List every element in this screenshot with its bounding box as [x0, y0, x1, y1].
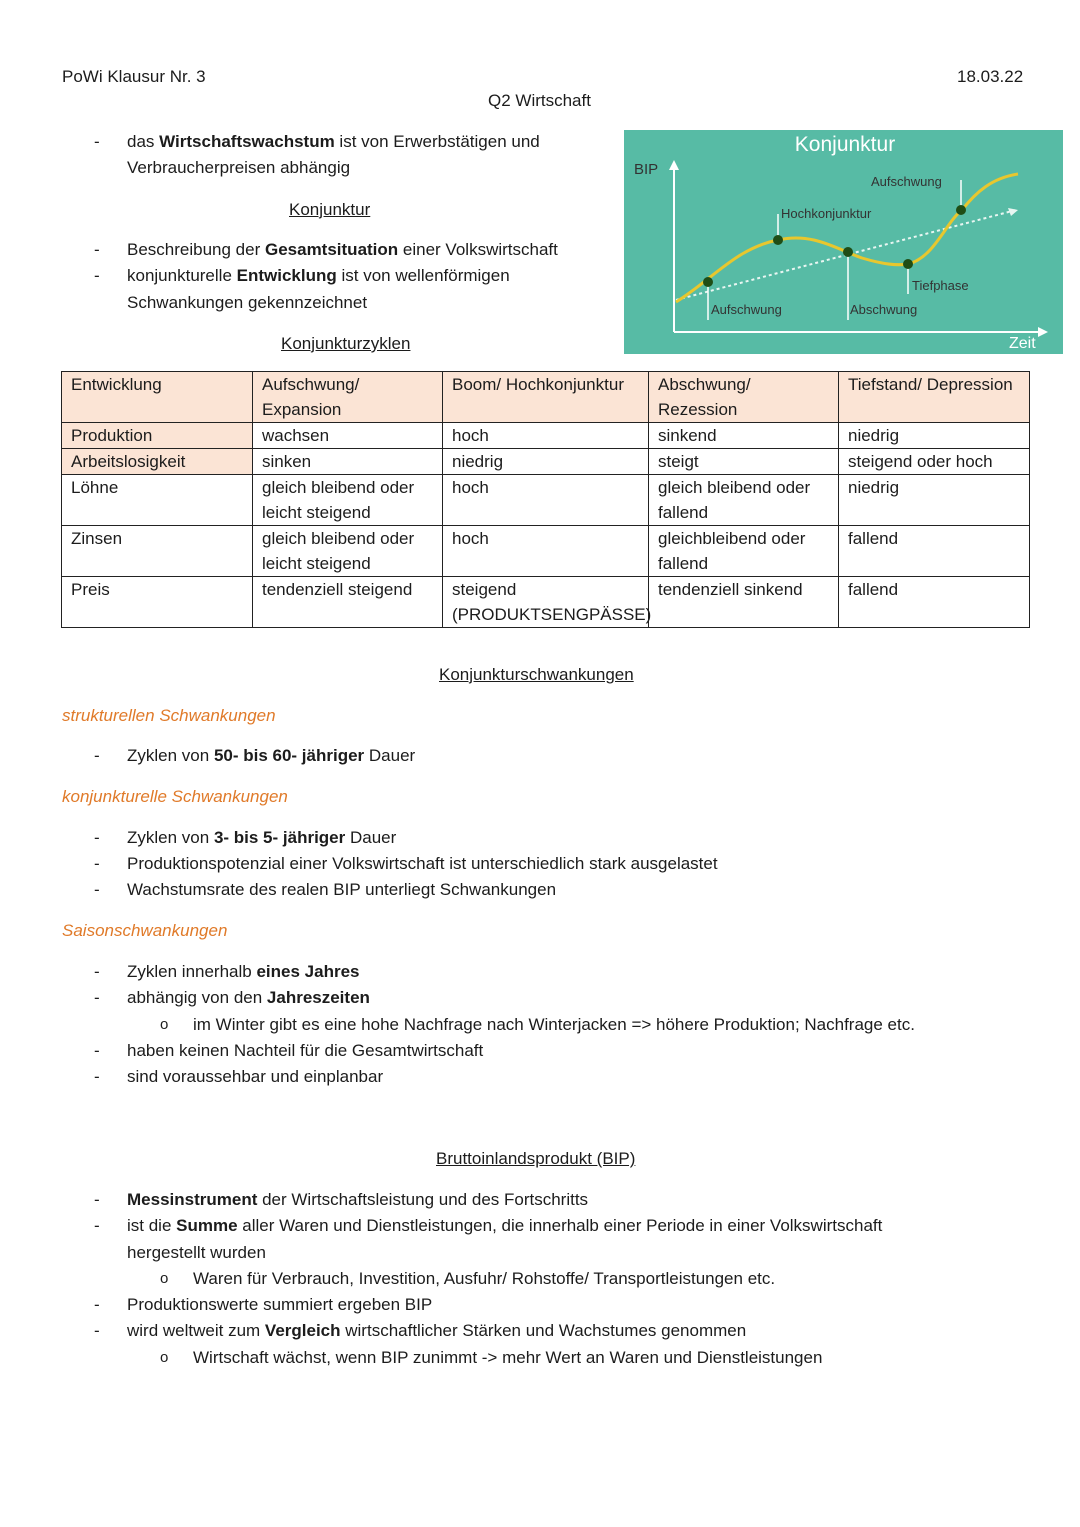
table-row-header: Preis	[62, 577, 253, 628]
table-header-row	[62, 372, 1030, 423]
chart-title: Konjunktur	[794, 133, 896, 156]
saison-bullet-1: Zyklen innerhalb eines Jahres	[127, 962, 360, 981]
heading-konjunkturzyklen: Konjunkturzyklen	[281, 334, 411, 353]
bullet-dash: -	[94, 266, 100, 285]
header-date: 18.03.22	[957, 67, 1024, 86]
sub-bullet-circle: o	[160, 1349, 169, 1366]
table-header-cell: Entwicklung	[62, 372, 253, 423]
bullet-dash: -	[94, 854, 100, 873]
table-cell: steigend (PRODUKTSENGPÄSSE)	[443, 577, 649, 628]
table-cell: sinken	[253, 449, 443, 475]
saison-sub-bullet-1: im Winter gibt es eine hohe Nachfrage nach Winterjacken => höhere Produktion; Nachfrage etc.	[193, 1015, 915, 1034]
chart-point	[956, 205, 966, 215]
konjunkturell-bullet-3: Wachstumsrate des realen BIP unterliegt Schwankungen	[127, 880, 557, 899]
table-row-header: Zinsen	[62, 526, 253, 577]
table-cell: fallend	[839, 577, 1030, 628]
table-row-header: Löhne	[62, 475, 253, 526]
table-cell: tendenziell steigend	[253, 577, 443, 628]
bullet-dash: -	[94, 828, 100, 847]
bullet-dash: -	[94, 1190, 100, 1209]
bip-bullet-2-line2: hergestellt wurden	[127, 1243, 266, 1262]
bullet-dash: -	[94, 1067, 100, 1086]
header-left: PoWi Klausur Nr. 3	[62, 67, 206, 86]
table-header-cell: Tiefstand/ Depression	[839, 372, 1030, 423]
bip-bullet-2: ist die Summe aller Waren und Dienstleistungen, die innerhalb einer Periode in einer Volkswirtschaft	[127, 1216, 883, 1235]
konjunktur-chart	[624, 130, 1063, 354]
bullet-dash: -	[94, 988, 100, 1007]
chart-point	[773, 235, 783, 245]
table-row	[62, 423, 1030, 449]
konjunktur-bullet-2: konjunkturelle Entwicklung ist von wellenförmigen	[127, 266, 510, 285]
table-cell: steigend oder hoch	[839, 449, 1030, 475]
bip-bullet-3: Produktionswerte summiert ergeben BIP	[127, 1295, 433, 1314]
heading-konjunkturschwankungen: Konjunkturschwankungen	[439, 665, 634, 684]
bullet-dash: -	[94, 1216, 100, 1235]
table-cell: niedrig	[839, 423, 1030, 449]
chart-point	[903, 259, 913, 269]
table-cell: gleich bleibend oder leicht steigend	[253, 475, 443, 526]
bip-sub-bullet-1: Waren für Verbrauch, Investition, Ausfuhr/ Rohstoffe/ Transportleistungen etc.	[193, 1269, 776, 1288]
bullet-dash: -	[94, 880, 100, 899]
strukturell-bullet-1: Zyklen von 50- bis 60- jähriger Dauer	[127, 746, 416, 765]
bip-bullet-4: wird weltweit zum Vergleich wirtschaftlicher Stärken und Wachstumes genommen	[127, 1321, 747, 1340]
bullet-dash: -	[94, 132, 100, 151]
table-row	[62, 449, 1030, 475]
konjunkturell-bullet-1: Zyklen von 3- bis 5- jähriger Dauer	[127, 828, 397, 847]
table-row	[62, 475, 1030, 526]
konjunktur-bullet-1: Beschreibung der Gesamtsituation einer Volkswirtschaft	[127, 240, 558, 259]
konjunkturell-title: konjunkturelle Schwankungen	[62, 787, 288, 806]
table-cell: gleich bleibend oder fallend	[649, 475, 839, 526]
table-row	[62, 577, 1030, 628]
table-cell: steigt	[649, 449, 839, 475]
chart-label-tiefphase: Tiefphase	[912, 278, 969, 293]
bullet-dash: -	[94, 1041, 100, 1060]
konjunkturzyklen-table	[61, 371, 1030, 628]
heading-konjunktur: Konjunktur	[289, 200, 371, 219]
intro-bullet-1-line2: Verbraucherpreisen abhängig	[127, 158, 351, 177]
table-row-header: Arbeitslosigkeit	[62, 449, 253, 475]
saison-bullet-4: sind voraussehbar und einplanbar	[127, 1067, 384, 1086]
table-cell: gleich bleibend oder leicht steigend	[253, 526, 443, 577]
bip-sub-bullet-2: Wirtschaft wächst, wenn BIP zunimmt -> mehr Wert an Waren und Dienstleistungen	[193, 1348, 823, 1367]
chart-point	[843, 247, 853, 257]
table-cell: hoch	[443, 423, 649, 449]
konjunktur-bullet-2-line2: Schwankungen gekennzeichnet	[127, 293, 368, 312]
saison-bullet-2: abhängig von den Jahreszeiten	[127, 988, 370, 1007]
chart-label-hochkonjunktur: Hochkonjunktur	[781, 206, 872, 221]
sub-bullet-circle: o	[160, 1270, 169, 1287]
table-header-cell: Boom/ Hochkonjunktur	[443, 372, 649, 423]
chart-label-aufschwung-bottom: Aufschwung	[711, 302, 782, 317]
page-subtitle: Q2 Wirtschaft	[488, 91, 591, 110]
table-header-cell: Aufschwung/ Expansion	[253, 372, 443, 423]
table-row-header: Produktion	[62, 423, 253, 449]
bip-bullet-1: Messinstrument der Wirtschaftsleistung und des Fortschritts	[127, 1190, 589, 1209]
table-cell: niedrig	[443, 449, 649, 475]
bullet-dash: -	[94, 1295, 100, 1314]
saison-title: Saisonschwankungen	[62, 921, 228, 940]
strukturell-title: strukturellen Schwankungen	[62, 706, 276, 725]
table-cell: wachsen	[253, 423, 443, 449]
chart-x-label: Zeit	[1009, 335, 1036, 352]
table-cell: gleichbleibend oder fallend	[649, 526, 839, 577]
table-cell: hoch	[443, 526, 649, 577]
table-header-cell: Abschwung/ Rezession	[649, 372, 839, 423]
bullet-dash: -	[94, 962, 100, 981]
table-cell: tendenziell sinkend	[649, 577, 839, 628]
table-row	[62, 526, 1030, 577]
heading-bip: Bruttoinlandsprodukt (BIP)	[436, 1149, 636, 1168]
intro-bullet-1: das Wirtschaftswachstum ist von Erwerbstätigen und	[127, 132, 540, 151]
table-cell: hoch	[443, 475, 649, 526]
bullet-dash: -	[94, 1321, 100, 1340]
chart-label-abschwung: Abschwung	[850, 302, 918, 317]
chart-y-label: BIP	[634, 161, 659, 178]
chart-background-shade	[624, 130, 1063, 354]
bullet-dash: -	[94, 746, 100, 765]
table-cell: sinkend	[649, 423, 839, 449]
chart-point	[703, 277, 713, 287]
table-cell: fallend	[839, 526, 1030, 577]
konjunkturell-bullet-2: Produktionspotenzial einer Volkswirtschaft ist unterschiedlich stark ausgelastet	[127, 854, 718, 873]
table-cell: niedrig	[839, 475, 1030, 526]
bullet-dash: -	[94, 240, 100, 259]
sub-bullet-circle: o	[160, 1016, 169, 1033]
chart-label-aufschwung-top: Aufschwung	[871, 174, 942, 189]
saison-bullet-3: haben keinen Nachteil für die Gesamtwirtschaft	[127, 1041, 484, 1060]
